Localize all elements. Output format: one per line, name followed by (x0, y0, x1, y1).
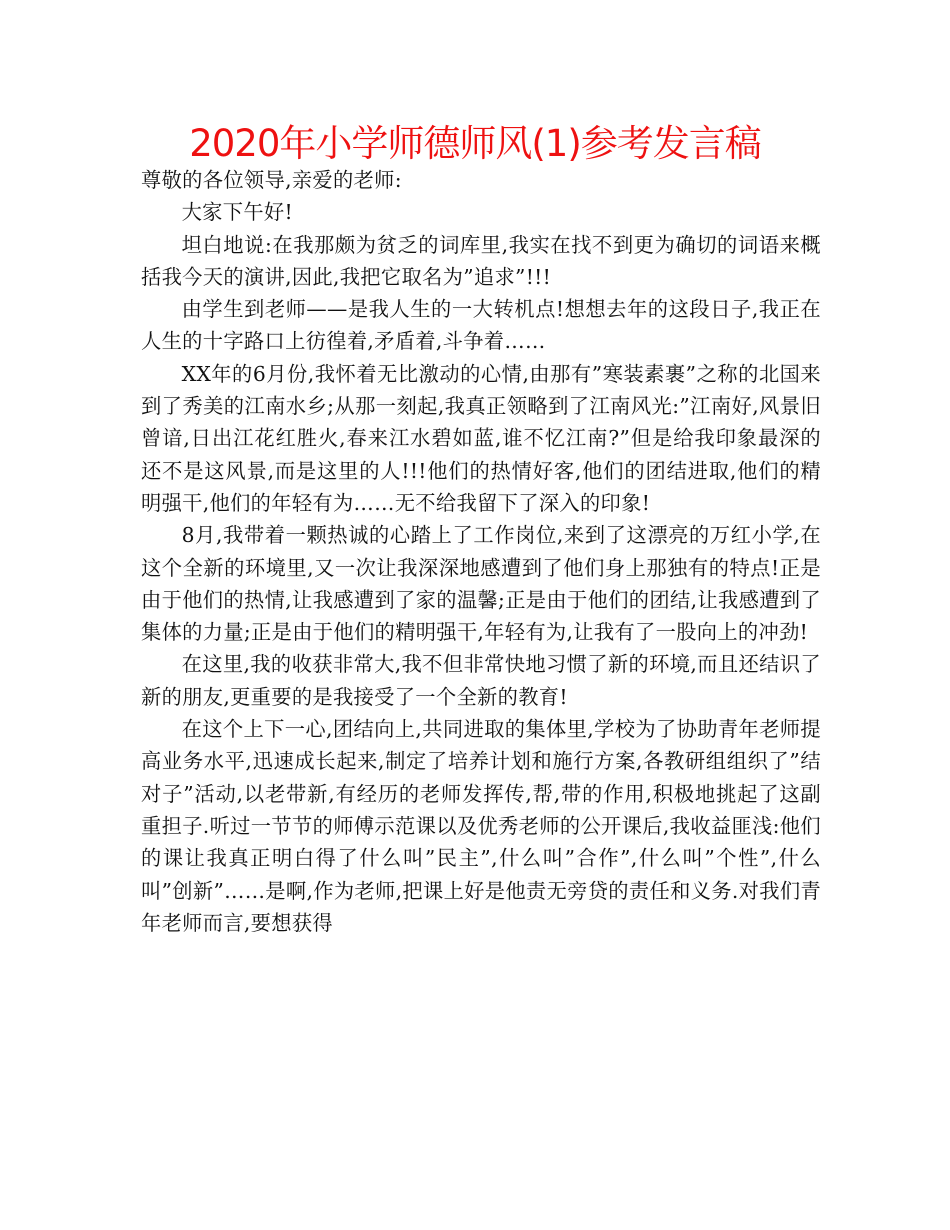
document-body (141, 164, 821, 939)
body-paragraph: 8月,我带着一颗热诚的心踏上了工作岗位,来到了这漂亮的万红小学,在这个全新的环境里,又一次让我深深地感遭到了他们身上那独有的特点!正是由于他们的热情,让我感遭到了家的温馨;正是由于他们的团结,让我感遭到了集体的力量;正是由于他们的精明强干,年轻有为,让我有了一股向上的冲劲! (141, 523, 821, 645)
document-title: 2020年小学师德师风(1)参考发言稿 (189, 122, 761, 165)
salutation-paragraph: 尊敬的各位领导,亲爱的老师: (141, 168, 402, 192)
greeting-paragraph: 大家下午好! (181, 200, 293, 225)
body-paragraph: XX年的6月份,我怀着无比激动的心情,由那有”寒装素裹”之称的北国来到了秀美的江南水乡;从那一刻起,我真正领略到了江南风光:”江南好,风景旧曾谙,日出江花红胜火,春来江水碧如蓝,谁不忆江南?”但是给我印象最深的还不是这风景,而是这里的人!!!他们的热情好客,他们的团结进取,他们的精明强干,他们的年轻有为……无不给我留下了深入的印象! (141, 361, 821, 515)
body-paragraph: 由学生到老师——是我人生的一大转机点!想想去年的这段日子,我正在人生的十字路口上彷徨着,矛盾着,斗争着…… (141, 297, 821, 354)
body-paragraph: 在这个上下一心,团结向上,共同进取的集体里,学校为了协助青年老师提高业务水平,迅速成长起来,制定了培养计划和施行方案,各教研组组织了”结对子”活动,以老带新,有经历的老师发挥传,帮,带的作用,积极地挑起了这副重担子.听过一节节的师傅示范课以及优秀老师的公开课后,我收益匪浅:他们的课让我真正明白得了什么叫”民主”,什么叫”合作”,什么叫”个性”,什么叫”创新”……是啊,作为老师,把课上好是他责无旁贷的责任和义务.对我们青年老师而言,要想获得 (141, 717, 821, 935)
body-paragraph: 坦白地说:在我那颇为贫乏的词库里,我实在找不到更为确切的词语来概括我今天的演讲,因此,我把它取名为”追求”!!! (141, 232, 821, 289)
body-paragraph: 在这里,我的收获非常大,我不但非常快地习惯了新的环境,而且还结识了新的朋友,更重要的是我接受了一个全新的教育! (141, 652, 821, 709)
